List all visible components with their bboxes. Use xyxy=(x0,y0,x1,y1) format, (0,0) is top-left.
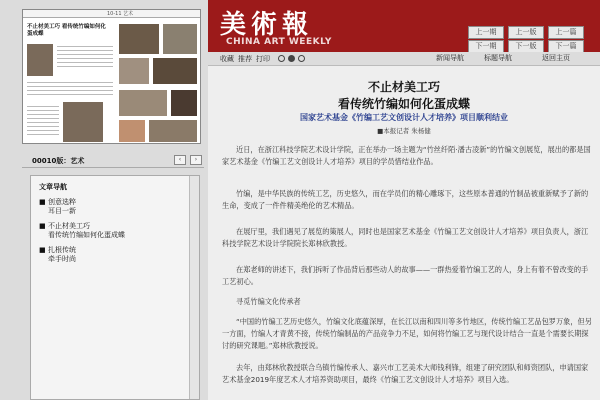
thumbnail-headline: 不止材美工巧 看传统竹编如何化蛋成蝶 xyxy=(27,24,106,37)
thumbnail-page-label: 10-11 艺术 xyxy=(107,11,134,17)
masthead-logo: 美術報 xyxy=(220,10,314,40)
article-subtitle: 国家艺术基金《竹编工艺文创设计人才培养》项目顺利结业 xyxy=(300,113,508,122)
thumbnail-text-line xyxy=(27,110,59,111)
thumbnail-text-line xyxy=(27,82,113,83)
prev-page-button[interactable]: 上一版 xyxy=(508,26,544,39)
article-nav-scrollbar[interactable] xyxy=(189,176,199,399)
favorite-link[interactable]: 收藏 xyxy=(220,55,234,63)
article-paragraph: 近日，在浙江科技学院艺术设计学院，正在举办一场主题为“竹丝纤陌·潘古凌新”的竹编文创展览，展出的都是国家艺术基金《竹编工艺文创设计人才培养》项目的学员惜结业作品。 xyxy=(222,145,591,166)
print-link[interactable]: 打印 xyxy=(256,55,270,63)
prev-page-arrow[interactable]: ‹ xyxy=(174,155,186,165)
thumbnail-text-line xyxy=(27,130,59,131)
prev-article-button[interactable]: 上一篇 xyxy=(548,26,584,39)
next-page-button[interactable]: 下一版 xyxy=(508,40,544,53)
article-title-line2: 看传统竹编如何化蛋成蝶 xyxy=(337,97,470,111)
thumbnail-header xyxy=(23,10,200,18)
article-paragraph: 去年，由郑林欣教授联合乌镇竹编传承人、嘉兴市工艺美术大师钱利锋，组建了研究团队和师资团队，申请国家艺术基金2019年度艺术人才培养资助项目，最终《竹编工艺文创设计人才培养》项目入选。 xyxy=(222,363,589,384)
article-nav-item-line[interactable]: 扎根传统 xyxy=(48,246,76,254)
page-thumbnail[interactable] xyxy=(22,9,201,144)
recommend-link[interactable]: 推荐 xyxy=(238,55,252,63)
thumbnail-text-line xyxy=(27,90,113,91)
article-toolbar xyxy=(208,52,600,66)
font-size-small-icon[interactable] xyxy=(298,55,305,62)
thumbnail-text-line xyxy=(27,114,59,115)
article-nav-item[interactable] xyxy=(39,198,179,216)
thumbnail-photo xyxy=(63,102,103,142)
article-nav-item-line[interactable]: 牵手时尚 xyxy=(48,255,76,263)
font-size-medium-icon[interactable] xyxy=(288,55,295,62)
next-issue-button[interactable]: 下一期 xyxy=(468,40,504,53)
thumbnail-photo xyxy=(119,24,159,54)
article-paragraph: 在展厅里，我们遇见了展览的策展人，同时也是国家艺术基金《竹编工艺文创设计人才培养》项目负责人，浙江科技学院艺术设计学院院长郑林欣教授。 xyxy=(222,227,589,248)
article-paragraph: 竹编，是中华民族的传统工艺，历史悠久，而在学员们的精心雕琢下，这些原本普通的竹制品被重新赋予了新的生命，变成了一件件精美绝伦的艺术精品。 xyxy=(222,189,589,210)
thumbnail-photo xyxy=(163,24,197,54)
article-nav-item-line[interactable]: 不止材美工巧 xyxy=(48,222,90,230)
thumbnail-photo xyxy=(119,58,149,84)
article-nav-item[interactable] xyxy=(39,246,179,264)
thumbnail-photo xyxy=(149,120,197,142)
article-nav-title: 文章导航 xyxy=(39,183,67,191)
thumbnail-photo xyxy=(171,90,197,116)
article-nav-item-line[interactable]: 耳目一新 xyxy=(48,207,76,215)
thumbnail-text-line xyxy=(27,94,113,95)
masthead-logo-english: CHINA ART WEEKLY xyxy=(226,37,332,47)
thumbnail-text-line xyxy=(27,122,59,123)
thumbnail-text-line xyxy=(27,106,59,107)
article-content xyxy=(208,66,600,400)
article-nav-item[interactable] xyxy=(39,222,179,240)
bullet-icon: ■ xyxy=(39,222,46,230)
thumbnail-text-line xyxy=(27,126,59,127)
thumbnail-text-line xyxy=(57,50,113,51)
thumbnail-photo xyxy=(27,44,53,76)
article-title: 不止材美工巧 xyxy=(367,80,440,94)
left-panel xyxy=(0,0,208,400)
article-paragraph: “中国的竹编工艺历史悠久，竹编文化底蕴深厚，在长江以南和四川等多竹地区，传统竹编工艺品包罗万象，但另一方面，竹编人才青黄不接，传统竹编制品的产品竞争力不足，如何将竹编工艺与现代设计结合一直是个需要长期探讨的研究课题。”郑林欣教授说。 xyxy=(222,317,592,350)
masthead xyxy=(208,0,600,52)
article-paragraph: 在郑老师的讲述下，我们拆听了作品背后那些动人的故事——一群热爱着竹编工艺的人，身上有着不曾改变的手工艺初心。 xyxy=(222,265,589,286)
article-byline: ■本报记者 朱杨健 xyxy=(377,127,431,135)
thumbnail-text-line xyxy=(57,54,113,55)
thumbnail-photo xyxy=(153,58,197,84)
thumbnail-text-line xyxy=(57,66,113,67)
article-section-heading: 寻觅竹编文化传承者 xyxy=(236,297,301,306)
title-nav-link[interactable]: 标题导航 xyxy=(484,54,512,62)
bullet-icon: ■ xyxy=(39,198,46,206)
page-selector-bar xyxy=(22,152,204,168)
article-navigation xyxy=(30,175,200,400)
page-label: 00010版：艺术 xyxy=(32,157,85,165)
thumbnail-text-line xyxy=(57,46,113,47)
thumbnail-text-line xyxy=(27,134,59,135)
article-nav-item-line[interactable]: 创意选粹 xyxy=(48,198,76,206)
thumbnail-photo xyxy=(119,90,167,116)
thumbnail-text-line xyxy=(27,118,59,119)
prev-issue-button[interactable]: 上一期 xyxy=(468,26,504,39)
thumbnail-text-line xyxy=(57,62,113,63)
news-nav-link[interactable]: 新闻导航 xyxy=(436,54,464,62)
thumbnail-photo xyxy=(119,120,145,142)
home-link[interactable]: 返回主页 xyxy=(542,54,570,62)
next-article-button[interactable]: 下一篇 xyxy=(548,40,584,53)
font-size-large-icon[interactable] xyxy=(278,55,285,62)
thumbnail-text-line xyxy=(27,86,113,87)
thumbnail-text-line xyxy=(57,58,113,59)
bullet-icon: ■ xyxy=(39,246,46,254)
article-nav-item-line[interactable]: 看传统竹编如何化蛋成蝶 xyxy=(48,231,125,239)
next-page-arrow[interactable]: › xyxy=(190,155,202,165)
